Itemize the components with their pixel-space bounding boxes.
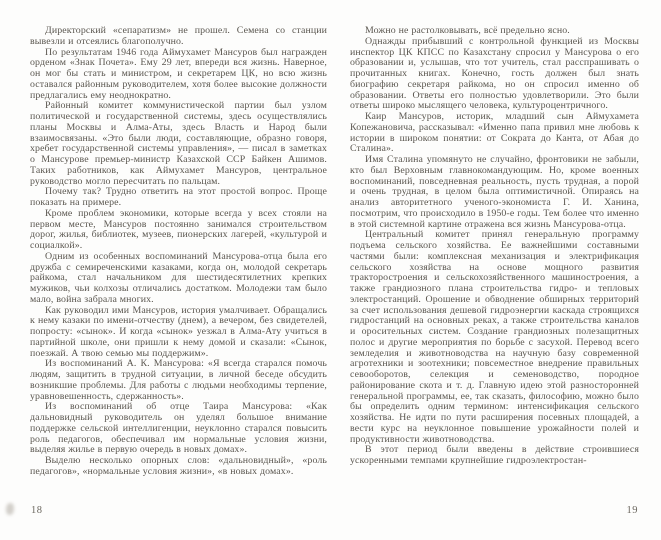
paragraph: Выделю несколько опорных слов: «дальновидный», «роль педагогов», «нормальные условия жизни», «в новых домах». [30,455,327,477]
paragraph: По результатам 1946 года Аймухамет Мансуров был награжден орденом «Знак Почета». Ему 29 лет, впереди вся жизнь. Наверное, он мог бы стать и министром, и секретарем ЦК, но всю жизнь оставался районным руководителем, хотя более высокие должности предлагались ему неоднократно. [30,46,327,101]
paragraph: Районный комитет коммунистической партии был узлом политической и государственной системы, здесь осуществлялись планы Москвы и Алма-Аты, здесь Власть и Народ были взаимосвязаны. «Это были люди, составляющие, образно говоря, хребет государственной системы управления», — писал в заметках о Мансурове премьер-министр Казахской ССР Байкен Ашимов. Таких работников, как Аймухамет Мансуров, центральное руководство могло пересчитать по пальцам. [30,100,327,187]
paragraph: Однажды прибывший с контрольной функцией из Москвы инспектор ЦК КПСС по Казахстану спросил у Мансурова о его образовании и, услышав, что тот учитель, стал расспрашивать о прочитанных книгах. Конечно, гость должен был знать биографию секретаря райкома, но он спросил именно об образовании. Ответы его полностью удовлетворили. Это были ответы широко мыслящего человека, культуроцентричного. [350,35,639,112]
paragraph: Директорский «сепаратизм» не прошел. Семена со станции вывезли и отсеялись благополучно. [30,25,327,47]
paragraph: Одним из особенных воспоминаний Мансурова-отца была его дружба с семиреченскими казаками, когда он, молодой секретарь райкома, стал начальником для шестидесятилетних крепких мужиков, чьи колхозы отличались достатком. Молодежи там было мало, война забрала многих. [30,250,327,305]
paragraph: Можно не растолковывать, всё предельно ясно. [365,25,570,36]
page-number-right: 19 [626,505,638,516]
paragraph: Имя Сталина упомянуто не случайно, фронтовики не забыли, кто был Верховным главнокомандующим. Но, кроме военных воспоминаний, повседневная реальность, пусть трудная, а порой и очень трудная, в целом была оптимистичной. Опираясь на анализ авторитетного ученого-экономиста Г. И. Ханина, посмотрим, что происходило в 1950-е годы. Тем более что именно в этой системной картине отражена вся жизнь Мансурова-отца. [350,154,639,230]
paragraph: Как руководил ими Мансуров, история умалчивает. Обращались к нему казаки по имени-отчеству (днем), а вечером, без свидетелей, попросту: «сынок». И когда «сынок» уезжал в Алма-Ату учиться в партийной школе, они пришли к нему домой и сказали: «Сынок, поезжай. А твою семью мы поддержим». [30,304,327,359]
page-number-left: 18 [31,505,43,516]
paragraph: Каир Мансуров, историк, младший сын Аймухамета Копежановича, рассказывал: «Именно папа привил мне любовь к истории в широком понятии: от Сократа до Канта, от Абая до Сталина». [350,111,639,155]
paragraph: Центральный комитет принял генеральную программу подъема сельского хозяйства. Ее важнейшими составными частями были: комплексная механизация и электрификация сельского хозяйства на основе мощного развития тракторостроения и сельскохозяйственного машиностроения, а также грандиозного плана строительства гидро- и тепловых электростанций. Орошение и обводнение обширных территорий за счет использования дешевой гидроэнергии каскада строящихся гидростанций на основных реках, а также строительства каналов и оросительных систем. Создание грандиозных полезащитных полос и другие мероприятия по борьбе с засухой. Перевод всего земледелия и животноводства на научную базу современной агротехники и зоотехники; повсеместное внедрение правильных севооборотов, селекция и семеноводство, породное районирование скота и т. д. Главную идею этой разносторонней генеральной программы, ее, так сказать, философию, можно было бы определить одним термином: интенсификация сельского хозяйства. Не идти по пути расширения посевных площадей, а вести курс на неуклонное повышение урожайности полей и продуктивности животноводства. [350,229,639,445]
page-right-text [350,26,639,467]
page-left-text [30,26,327,478]
paragraph: Кроме проблем экономики, которые всегда у всех стояли на первом месте, Мансуров постоянно занимался строительством дорог, жилья, библиотек, музеев, пионерских лагерей, «культурой и социалкой». [30,207,327,251]
book-page-right [350,26,639,520]
paragraph: Почему так? Трудно ответить на этот простой вопрос. Проще показать на примере. [30,186,327,208]
scan-artifact [6,503,14,515]
paragraph: В этот период были введены в действие строившиеся ускоренными темпами крупнейшие гидроэлектростан- [350,444,639,466]
book-page-left [30,26,327,520]
paragraph: Из воспоминаний об отце Таира Мансурова: «Как дальновидный руководитель он уделял большое внимание поддержке сельской интеллигенции, неуклонно старался повысить роль педагогов, обеспечивал им нормальные условия жизни, выделяя жилье в первую очередь в новых домах». [30,401,327,456]
paragraph: Из воспоминаний А. К. Мансурова: «Я всегда старался помочь людям, защитить в трудной ситуации, в личной беседе обсудить возникшие проблемы. Для работы с людьми необходимы терпение, уравновешенность, сдержанность». [30,358,327,402]
